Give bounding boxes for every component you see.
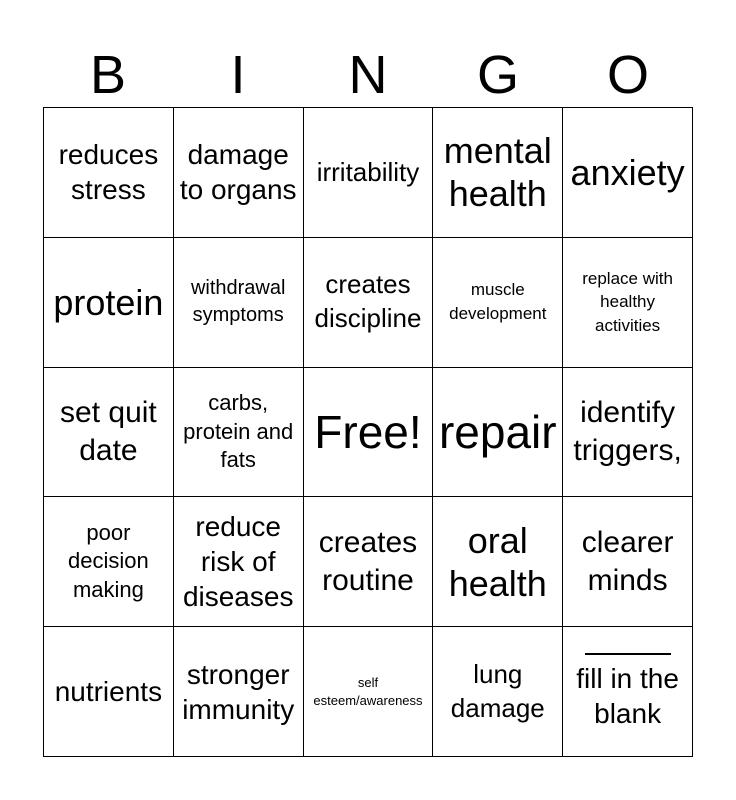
bingo-cell: [304, 108, 434, 238]
bingo-cell: [174, 368, 304, 498]
cell-text: irritability: [316, 156, 420, 187]
header-letter-o: O: [606, 45, 649, 105]
header-letter-n: N: [348, 45, 388, 105]
header-letter-i: I: [230, 45, 246, 105]
cell-text: nutrients: [54, 676, 163, 708]
cell-text: carbs, protein and fats: [183, 390, 294, 473]
bingo-cell: [174, 497, 304, 627]
cell-text: repair: [438, 405, 557, 458]
cell-text: reduce risk of diseases: [182, 511, 294, 613]
bingo-cell: [563, 238, 693, 368]
bingo-cell: [563, 108, 693, 238]
cell-text: self esteem/awareness: [313, 675, 423, 708]
cell-text: identify triggers,: [573, 396, 682, 467]
bingo-cell: [44, 627, 174, 757]
bingo-cell: [563, 627, 693, 757]
cell-text: stronger immunity: [182, 658, 295, 725]
bingo-cell: [304, 497, 434, 627]
cell-text: poor decision making: [68, 519, 149, 603]
bingo-cell: [563, 497, 693, 627]
cell-text: creates routine: [318, 526, 418, 597]
bingo-cell: [174, 108, 304, 238]
header-letter-b: B: [89, 45, 127, 105]
cell-text: reduces stress: [58, 139, 159, 206]
cell-text: lung damage: [450, 658, 545, 723]
free-space-text: Free!: [314, 405, 422, 458]
cell-text: mental health: [443, 130, 552, 215]
bingo-cell: [174, 627, 304, 757]
cell-text: oral health: [448, 519, 547, 604]
cell-text: clearer minds: [581, 526, 674, 597]
bingo-cell: [433, 497, 563, 627]
cell-text: muscle development: [449, 280, 547, 324]
bingo-cell: [304, 238, 434, 368]
bingo-cell: [433, 627, 563, 757]
bingo-cell: [174, 238, 304, 368]
cell-text: fill in the blank: [576, 662, 679, 729]
cell-text: withdrawal symptoms: [190, 277, 286, 327]
bingo-grid: [43, 107, 693, 757]
cell-text: protein: [53, 281, 164, 323]
bingo-cell: [44, 368, 174, 498]
bingo-cell: [44, 108, 174, 238]
bingo-cell: [304, 627, 434, 757]
bingo-cell: [433, 368, 563, 498]
bingo-cell: [44, 497, 174, 627]
bingo-header: [43, 42, 693, 108]
bingo-cell: [44, 238, 174, 368]
blank-underline: [585, 653, 671, 655]
cell-text: damage to organs: [179, 139, 297, 206]
cell-text: anxiety: [570, 151, 685, 193]
cell-text: replace with healthy activities: [582, 268, 673, 336]
bingo-cell: [433, 108, 563, 238]
bingo-cell free-space: [304, 368, 434, 498]
bingo-cell: [563, 368, 693, 498]
bingo-cell: [433, 238, 563, 368]
cell-text: set quit date: [60, 396, 157, 467]
cell-text: creates discipline: [314, 269, 422, 334]
header-letter-g: G: [476, 45, 519, 105]
